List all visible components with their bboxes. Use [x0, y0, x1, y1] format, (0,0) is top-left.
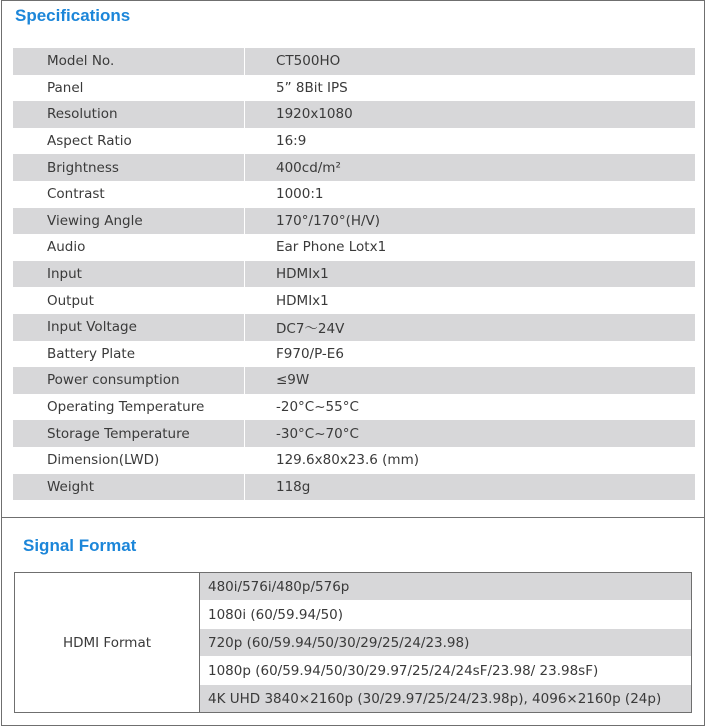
signal-format-values: [200, 573, 691, 712]
spec-value: ≤9W: [276, 372, 310, 389]
spec-label: Model No.: [13, 48, 245, 75]
spec-value: 16:9: [276, 133, 307, 150]
table-row: [13, 181, 695, 208]
spec-value: 129.6x80x23.6 (mm): [276, 452, 419, 469]
spec-label: Input Voltage: [13, 314, 245, 341]
spec-label: Weight: [13, 474, 245, 501]
spec-value: 5” 8Bit IPS: [276, 79, 348, 96]
table-row: [13, 474, 695, 501]
table-row: [13, 367, 695, 394]
table-row: [13, 75, 695, 102]
spec-label: Storage Temperature: [13, 420, 245, 447]
spec-value: HDMIx1: [276, 292, 329, 309]
spec-value: 1920x1080: [276, 106, 353, 123]
table-row: 4K UHD 3840×2160p (30/29.97/25/24/23.98p), 4096×2160p (24p): [200, 685, 691, 712]
spec-value: F970/P-E6: [276, 345, 344, 362]
table-row: [13, 154, 695, 181]
spec-value: 118g: [276, 478, 311, 495]
spec-label: Contrast: [13, 181, 245, 208]
spec-label: Audio: [13, 234, 245, 261]
spec-value: -30°C~70°C: [276, 425, 359, 442]
table-row: [13, 420, 695, 447]
hdmi-format-label: HDMI Format: [15, 573, 200, 712]
table-row: 720p (60/59.94/50/30/29/25/24/23.98): [200, 629, 691, 657]
table-row: [13, 261, 695, 288]
spec-label: Dimension(LWD): [13, 447, 245, 474]
table-row: [13, 208, 695, 235]
table-row: [13, 48, 695, 75]
specifications-heading: Specifications: [15, 6, 131, 25]
spec-label: Power consumption: [13, 367, 245, 394]
spec-label: Brightness: [13, 154, 245, 181]
spec-label: Viewing Angle: [13, 208, 245, 235]
spec-value: DC7～24V: [276, 321, 345, 338]
spec-value: 1000:1: [276, 186, 324, 203]
spec-value: HDMIx1: [276, 266, 329, 283]
spec-value: 170°/170°(H/V): [276, 212, 381, 229]
spec-value: -20°C~55°C: [276, 399, 359, 416]
spec-label: Input: [13, 261, 245, 288]
table-row: [13, 128, 695, 155]
table-row: [13, 234, 695, 261]
specifications-table: [13, 48, 695, 500]
spec-label: Aspect Ratio: [13, 128, 245, 155]
spec-value: CT500HO: [276, 53, 341, 70]
signal-format-table: [14, 572, 692, 713]
table-row: [13, 341, 695, 368]
spec-label: Battery Plate: [13, 341, 245, 368]
spec-label: Panel: [13, 75, 245, 102]
table-row: 1080p (60/59.94/50/30/29.97/25/24/24sF/23.98/ 23.98sF): [200, 657, 691, 685]
table-row: [13, 314, 695, 341]
table-row: [13, 287, 695, 314]
table-row: [13, 447, 695, 474]
signal-format-heading: Signal Format: [23, 536, 137, 555]
table-row: [13, 101, 695, 128]
spec-label: Operating Temperature: [13, 394, 245, 421]
spec-value: 400cd/m²: [276, 159, 341, 176]
table-row: 1080i (60/59.94/50): [200, 601, 691, 629]
spec-label: Output: [13, 287, 245, 314]
table-row: 480i/576i/480p/576p: [200, 573, 691, 601]
spec-value: Ear Phone Lotx1: [276, 239, 387, 256]
table-row: [13, 394, 695, 421]
spec-label: Resolution: [13, 101, 245, 128]
